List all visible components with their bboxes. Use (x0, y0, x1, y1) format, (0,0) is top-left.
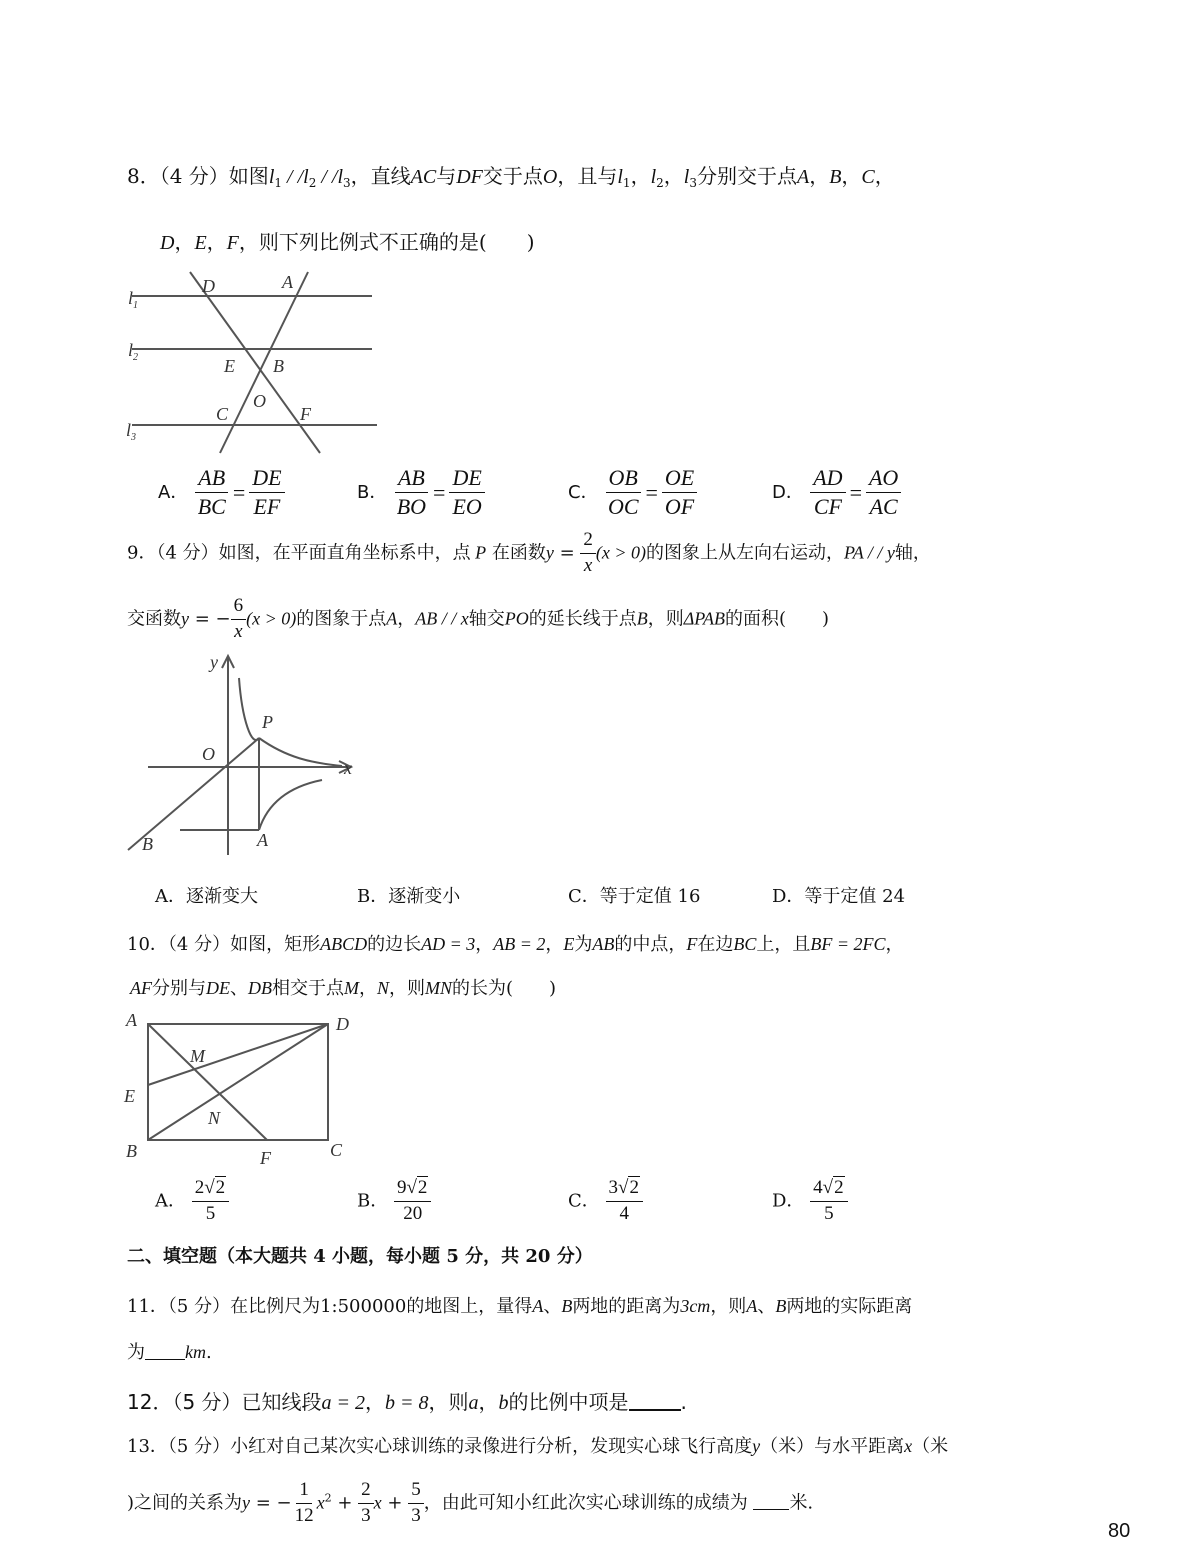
q9-stem-line1: 9．（4 分）如图，在平面直角坐标系中，点 P 在函数y = $\frac{2}{x}$ (x > 0)的图象上从左向右运动，PA / / y轴， (127, 529, 931, 576)
q9-stem-line2: 交函数y = − $\frac{6}{x}$ (x > 0)的图象于点A，AB / / x轴交PO的延长线于点B，则ΔPAB的面积( ) (127, 595, 829, 642)
q13-stem-line2: )之间的关系为y = − $\frac{1}{12}$ $x^2$ + $\frac{2}{3}$ x + $\frac{5}{3}$ ，由此可知小红此次实心球训练的成绩为 米. (127, 1479, 814, 1526)
q9-fig-label-P: P (262, 712, 273, 732)
q13-answer-blank[interactable] (753, 1509, 789, 1510)
q8-stem-line2: D，E，F，则下列比例式不正确的是( ) (160, 230, 535, 254)
q10-fig-label-C: C (330, 1140, 343, 1160)
q11-stem-line2: 为 km. (127, 1342, 212, 1363)
page-number: 80 (1108, 1520, 1131, 1542)
q8-stem-line1: 8．（4 分）如图$l_1 / /l_2 / /l_3$，直线AC与DF交于点O，且与$l_1$，$l_2$，$l_3$分别交于点A，B，C， (127, 164, 895, 190)
q8-option-a: A． $\frac{AB}{BC}$ = $\frac{DE}{EF}$ (158, 466, 285, 519)
q10-option-c: C． $\frac{3√2}{4}$ (568, 1178, 643, 1225)
section-title: 二、填空题（本大题共 4 小题，每小题 5 分，共 20 分） (127, 1246, 593, 1267)
q10-fig-label-M: M (190, 1046, 205, 1066)
q8-fig-label-D: D (202, 276, 215, 296)
q12-stem: 12．（5 分）已知线段a = 2，b = 8，则a，b的比例中项是 . (127, 1390, 687, 1414)
q10-option-a: A． $\frac{2√2}{5}$ (155, 1178, 229, 1225)
q10-fig-label-A: A (126, 1010, 137, 1030)
q10-stem-line2: AF分别与DE、DB相交于点M，N，则MN的长为( ) (130, 978, 557, 999)
q10-figure (120, 1010, 360, 1170)
q9-fig-label-x: x (344, 758, 352, 778)
q11-stem-line1: 11．（5 分）在比例尺为1:500000的地图上，量得A、B两地的距离为3cm，则A、B两地的实际距离 (127, 1296, 913, 1317)
q10-option-b: B． $\frac{9√2}{20}$ (357, 1178, 431, 1225)
q9-option-d: D．等于定值 24 (772, 886, 906, 907)
q8-fig-label-l2: $l_2$ (128, 340, 139, 363)
q9-figure (122, 650, 367, 860)
q9-option-c: C．等于定值 16 (568, 886, 701, 907)
q10-fig-label-B: B (126, 1141, 137, 1161)
q12-answer-blank[interactable] (629, 1409, 681, 1411)
q9-option-b: B．逐渐变小 (357, 886, 461, 907)
q13-stem-line1: 13．（5 分）小红对自己某次实心球训练的录像进行分析，发现实心球飞行高度y（米）与水平距离x（米 (127, 1436, 949, 1457)
q8-fig-label-E: E (224, 356, 235, 376)
q9-fig-label-B: B (142, 834, 153, 854)
q9-option-a: A．逐渐变大 (155, 886, 258, 907)
q8-fig-label-C: C (216, 404, 229, 424)
q10-fig-label-F: F (260, 1148, 271, 1168)
q10-fig-label-D: D (336, 1014, 349, 1034)
q9-fig-label-A: A (257, 830, 268, 850)
q8-fig-label-l1: $l_1$ (128, 288, 139, 311)
q10-stem-line1: 10．（4 分）如图，矩形ABCD的边长AD = 3，AB = 2，E为AB的中点，F在边BC上，且BF = 2FC， (127, 934, 904, 955)
q8-fig-label-A: A (282, 272, 293, 292)
q8-fig-label-O: O (253, 391, 266, 411)
q8-fig-label-l3: $l_3$ (126, 420, 137, 443)
q9-fig-label-O: O (202, 744, 215, 764)
q10-fig-label-E: E (124, 1086, 135, 1106)
q8-option-c: C． $\frac{OB}{OC}$ = $\frac{OE}{OF}$ (568, 466, 697, 519)
q10-fig-label-N: N (208, 1108, 221, 1128)
q10-option-d: D． $\frac{4√2}{5}$ (772, 1178, 848, 1225)
q8-option-b: B． $\frac{AB}{BO}$ = $\frac{DE}{EO}$ (357, 466, 485, 519)
q8-fig-label-B: B (273, 356, 284, 376)
q11-answer-blank[interactable] (145, 1359, 185, 1360)
q8-figure (120, 268, 390, 458)
q8-option-d: D． $\frac{AD}{CF}$ = $\frac{AO}{AC}$ (772, 466, 901, 519)
q9-fig-label-y: y (210, 652, 218, 672)
q8-fig-label-F: F (300, 404, 311, 424)
